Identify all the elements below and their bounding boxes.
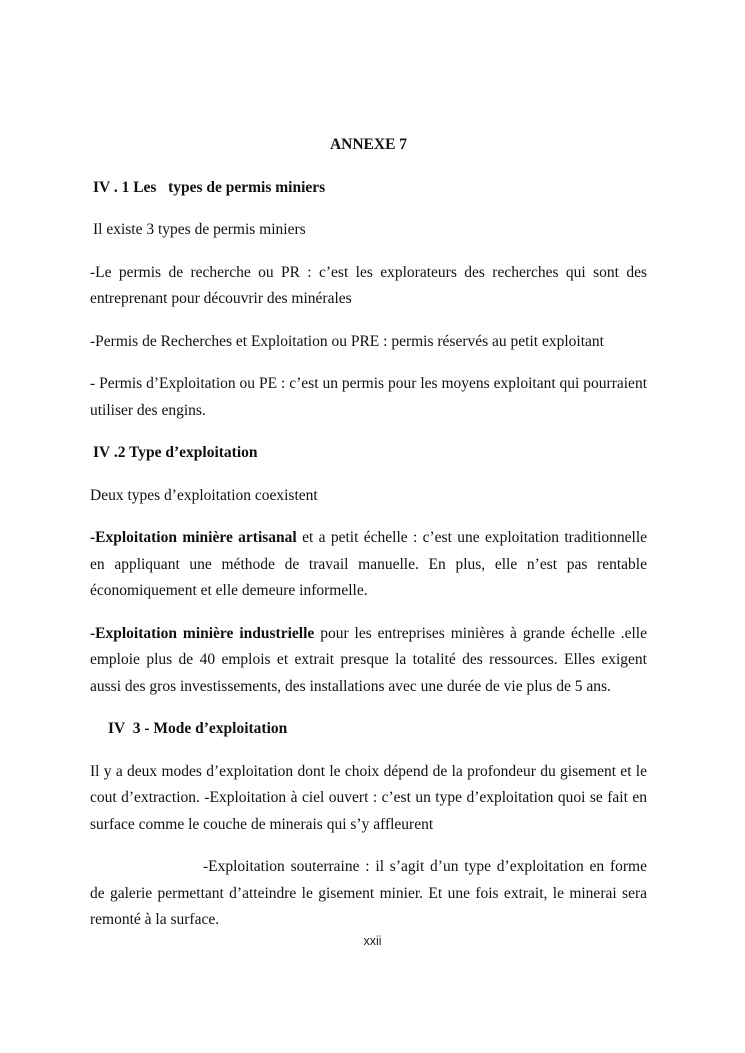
exploitation-artisanal-paragraph	[90, 525, 647, 605]
exploitation-industrielle-text: pour les entreprises minières à grande échelle .elle emploie plus de 40 emplois et extrait presque la totalité des ressources. Elles exigent aussi des gros investissements, des installations avec une durée de vie plus de 5 ans.	[90, 624, 647, 695]
section2-intro: Deux types d’exploitation coexistent	[90, 486, 318, 504]
permis-recherche-exploitation-paragraph: -Permis de Recherches et Exploitation ou PRE : permis réservés au petit exploitant	[90, 332, 604, 350]
exploitation-industrielle-paragraph	[90, 621, 647, 701]
section2-heading: IV .2 Type d’exploitation	[93, 444, 258, 461]
permis-recherche-paragraph: -Le permis de recherche ou PR : c’est les explorateurs des recherches qui sont des entreprenant pour découvrir des minérales	[90, 263, 647, 307]
section1-intro: Il existe 3 types de permis miniers	[93, 221, 306, 238]
exploitation-souterraine-paragraph: -Exploitation souterraine : il s’agit d’un type d’exploitation en forme de galerie permettant d’atteindre le gisement minier. Et une fois extrait, le minerai sera remonté à la surface.	[90, 858, 647, 928]
modes-exploitation-paragraph: Il y a deux modes d’exploitation dont le choix dépend de la profondeur du gisement et le cout d’extraction. -Exploitation à ciel ouvert : c’est un type d’exploitation quoi se fait en surface comme le couche de minerais qui s’y affleurent	[90, 762, 647, 833]
section1-heading: IV . 1 Les types de permis miniers	[93, 178, 326, 196]
permis-exploitation-paragraph: - Permis d’Exploitation ou PE : c’est un permis pour les moyens exploitant qui pourraient utiliser des engins.	[90, 375, 647, 419]
exploitation-industrielle-lead: -Exploitation minière industrielle	[90, 624, 315, 642]
section3-heading: IV 3 - Mode d’exploitation	[108, 720, 288, 737]
exploitation-artisanal-lead: -Exploitation minière artisanal	[90, 529, 297, 546]
exploitation-artisanal-text: et a petit échelle : c’est une exploitation traditionnelle en appliquant une méthode de travail manuelle. En plus, elle n’est pas rentable économiquement et elle demeure informelle.	[90, 529, 648, 599]
page-number: xxii	[363, 934, 382, 948]
annex-title: ANNEXE 7	[329, 136, 408, 153]
